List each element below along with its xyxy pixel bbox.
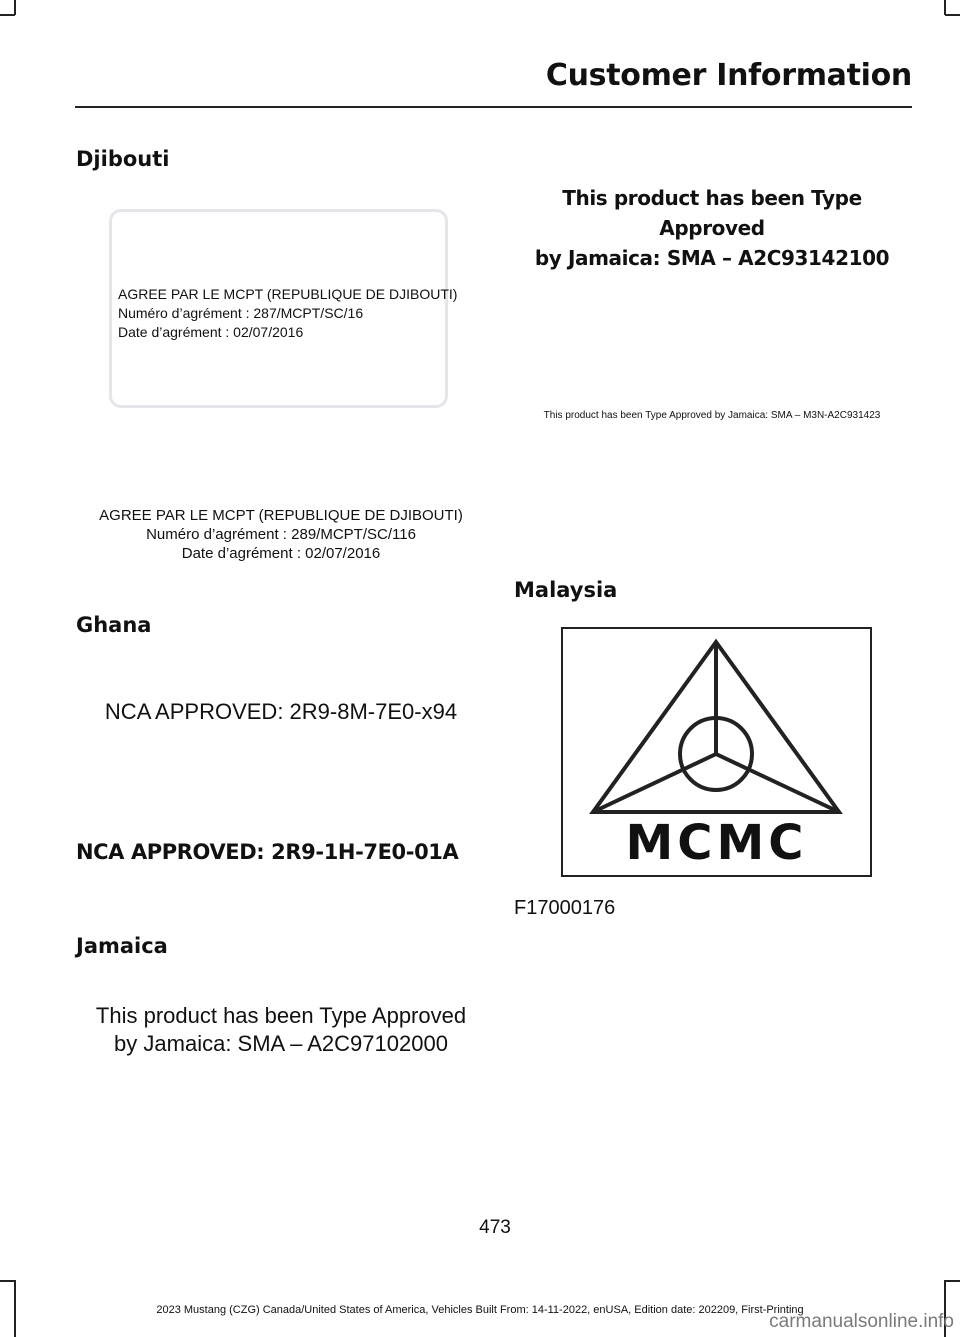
crop-mark-top-left-horizontal: [0, 14, 15, 16]
page-number: 473: [479, 1217, 511, 1238]
mcmc-logo-text: MCMC: [625, 815, 808, 871]
djibouti-approval-line1: AGREE PAR LE MCPT (REPUBLIQUE DE DJIBOUTI): [99, 507, 463, 524]
malaysia-heading: Malaysia: [514, 578, 618, 602]
jamaica-heading: Jamaica: [76, 934, 168, 958]
djibouti-label-line3: Date d’agrément : 02/07/2016: [118, 324, 304, 340]
djibouti-approval-label: [109, 209, 458, 408]
djibouti-approval-text: [76, 506, 486, 563]
header-divider: [75, 106, 912, 108]
jamaica-approval-2-line1: This product has been Type Approved: [562, 186, 862, 240]
crop-mark-top-right-horizontal: [945, 14, 960, 16]
jamaica-approval-3: This product has been Type Approved by Jamaica: SMA – M3N-A2C931423: [543, 410, 881, 421]
djibouti-heading: Djibouti: [76, 147, 170, 171]
jamaica-approval-2: [512, 183, 912, 273]
djibouti-approval-line3: Date d’agrément : 02/07/2016: [181, 545, 381, 562]
crop-mark-top-right-vertical: [944, 0, 946, 15]
edition-line: 2023 Mustang (CZG) Canada/United States of America, Vehicles Built From: 14-11-2022, enUSA, Edition date: 202209, First-Printing: [156, 1304, 804, 1316]
mcmc-logo: [561, 627, 872, 877]
ghana-approval-2: NCA APPROVED: 2R9-1H-7E0-01A: [76, 840, 459, 864]
crop-mark-bottom-right-horizontal: [945, 1280, 960, 1282]
watermark: carmanualsonline.info: [769, 1311, 954, 1332]
jamaica-approval-2-line2: by Jamaica: SMA – A2C93142100: [534, 246, 890, 270]
crop-mark-top-left-vertical: [14, 0, 16, 15]
djibouti-approval-line2: Numéro d’agrément : 289/MCPT/SC/116: [146, 526, 416, 543]
djibouti-label-line1: AGREE PAR LE MCPT (REPUBLIQUE DE DJIBOUTI): [118, 286, 458, 302]
crop-mark-bottom-left-horizontal: [0, 1280, 15, 1282]
djibouti-label-line2: Numéro d’agrément : 287/MCPT/SC/16: [118, 305, 364, 321]
jamaica-approval-1-line2: by Jamaica: SMA – A2C97102000: [114, 1031, 448, 1056]
figure-code: F17000176: [514, 897, 616, 919]
ghana-heading: Ghana: [76, 613, 152, 637]
page-title: Customer Information: [545, 58, 912, 93]
jamaica-approval-1: [76, 1002, 486, 1058]
ghana-approval-1: NCA APPROVED: 2R9-8M-7E0-x94: [104, 699, 458, 724]
jamaica-approval-1-line1: This product has been Type Approved: [95, 1003, 467, 1028]
